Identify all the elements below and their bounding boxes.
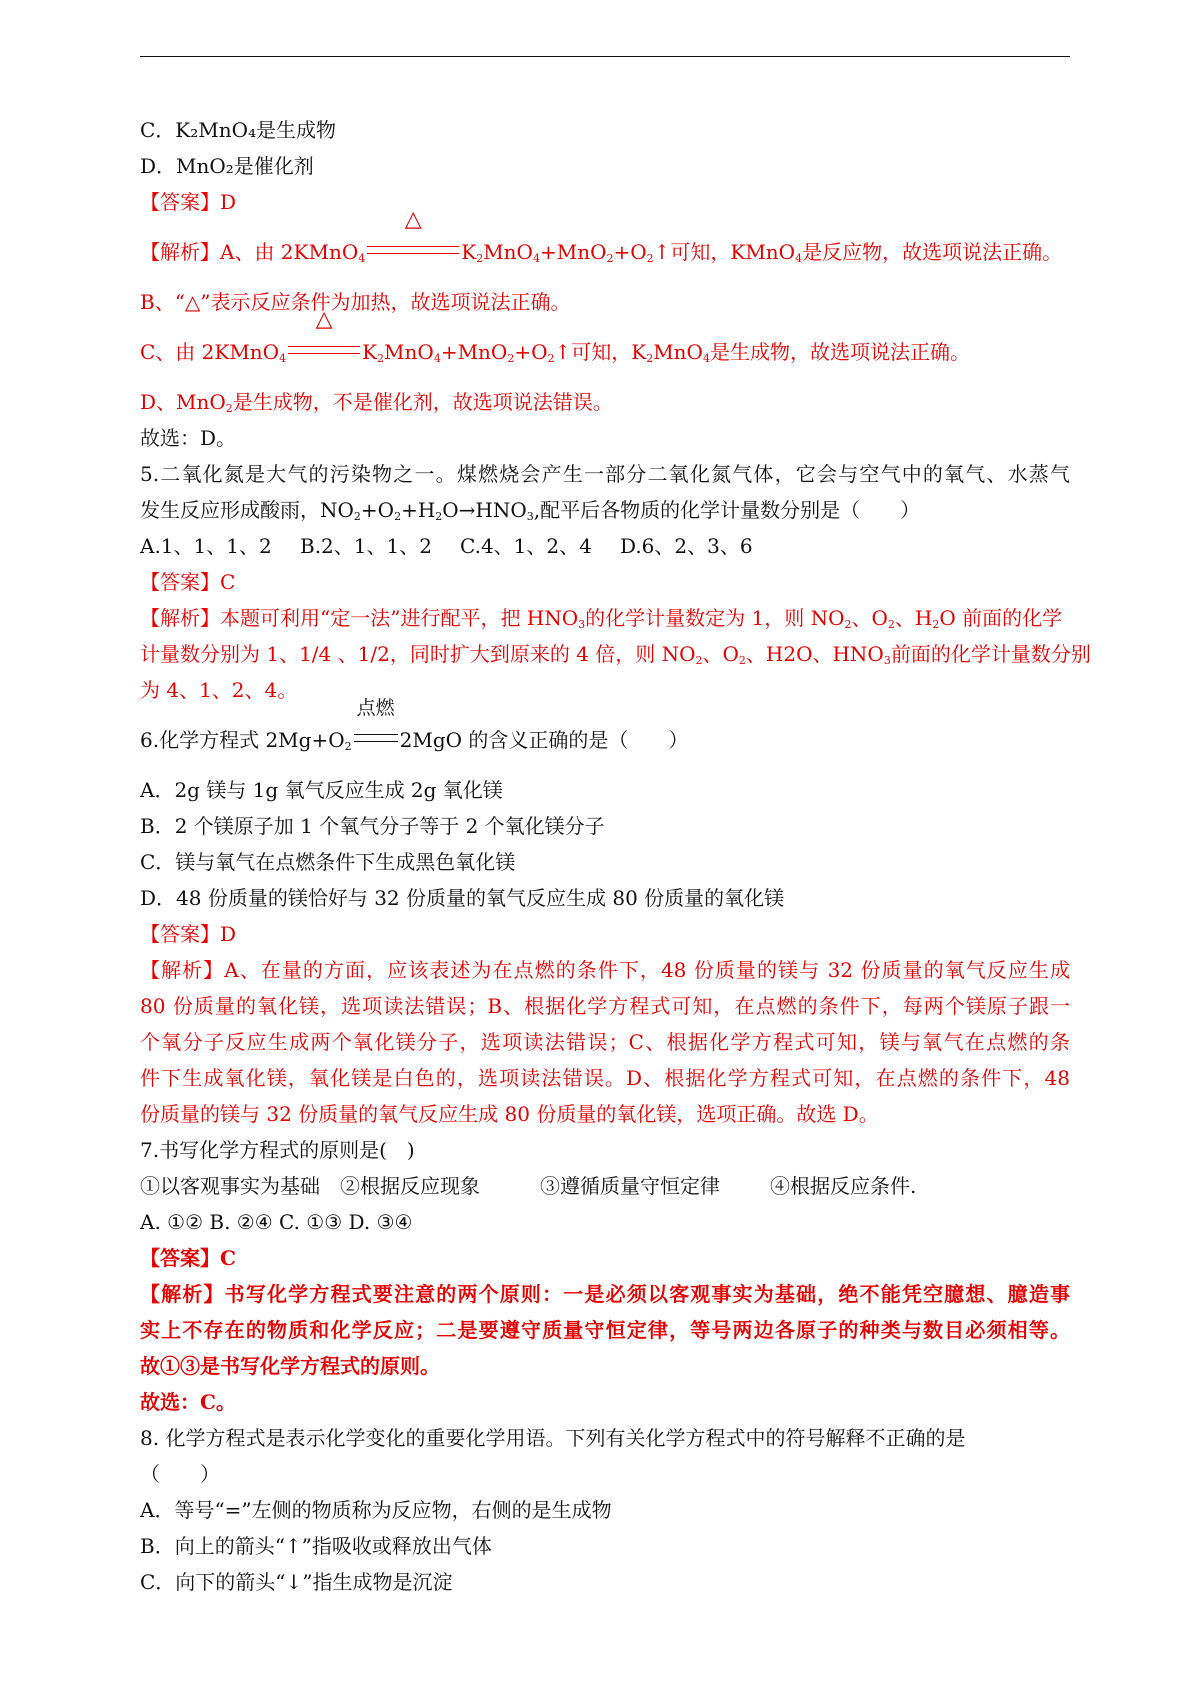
q4-explanation-d: D、MnO$_2$是生成物，不是催化剂，故选项说法错误。 [140,390,613,415]
ignite-condition-equals: 点燃 [354,722,398,758]
q8-option-c: C．向下的箭头“↓”指生成物是沉淀 [140,1570,453,1594]
heat-condition-equals: △ [288,334,360,370]
q5-explanation-1: 【解析】本题可利用“定一法”进行配平，把 $HNO_3$的化学计量数定为 1，则 $NO_2$、$O_2$、$H_2O$ 前面的化学 [140,606,1063,631]
q6-answer: 【答案】D [140,922,237,946]
q8-option-b: B．向上的箭头“↑”指吸收或释放出气体 [140,1534,492,1558]
q6-option-d: D．48 份质量的镁恰好与 32 份质量的氧气反应生成 80 份质量的氧化镁 [140,886,785,910]
q6-explanation-4: 件下生成氧化镁，氧化镁是白色的，选项读法错误。D、根据化学方程式可知，在点燃的条件下，48 [140,1066,1070,1090]
q7-explanation-1: 【解析】书写化学方程式要注意的两个原则：一是必须以客观事实为基础，绝不能凭空臆想、臆造事 [140,1282,1070,1306]
q6-explanation-5: 份质量的镁与 32 份质量的氧气反应生成 80 份质量的氧化镁，选项正确。故选 D。 [140,1102,879,1126]
q7-explanation-2: 实上不存在的物质和化学反应；二是要遵守质量守恒定律，等号两边各原子的种类与数目必须相等。 [140,1318,1070,1342]
q4-explanation-b: B、“△”表示反应条件为加热，故选项说法正确。 [140,290,571,314]
q4-explanation-c: C、由 2KMnO$_4$ △ $K_2MnO_4+MnO_2+O_2↑$可知，$K_2MnO_4$是生成物，故选项说法正确。 [140,334,1070,370]
q7-final: 故选：C。 [140,1390,236,1414]
q7-options: A. ①② B. ②④ C. ①③ D. ③④ [140,1210,413,1234]
q7-items: ①以客观事实为基础 ②根据反应现象 ③遵循质量守恒定律 ④根据反应条件. [140,1174,917,1198]
document-body [140,112,1091,1600]
header-rule [140,56,1070,57]
q5-explanation-2: 计量数分别为 1、1/4 、1/2，同时扩大到原来的 4 倍，则 $NO_2$、$O_2$、H2O、$HNO_3$前面的化学计量数分别 [140,642,1091,667]
q4-option-c: C．K₂MnO₄是生成物 [140,118,337,142]
heat-condition-equals: △ [367,234,459,270]
q5-answer: 【答案】C [140,570,236,594]
q8-option-a: A．等号“=”左侧的物质称为反应物，右侧的是生成物 [140,1498,612,1522]
q4-final: 故选：D。 [140,426,237,450]
q6-explanation-3: 个氧分子反应生成两个氧化镁分子，选项读法错误；C、根据化学方程式可知，镁与氧气在点燃的条 [140,1030,1070,1054]
q5-stem-line-2: 发生反应形成酸雨，$NO_2+O_2+H_2O\to HNO_3$,配平后各物质的化学计量数分别是（ ） [140,498,921,523]
q6-explanation-2: 80 份质量的氧化镁，选项读法错误；B、根据化学方程式可知，在点燃的条件下，每两个镁原子跟一 [140,994,1070,1018]
q7-explanation-3: 故①③是书写化学方程式的原则。 [140,1354,440,1378]
q6-option-b: B．2 个镁原子加 1 个氧气分子等于 2 个氧化镁分子 [140,814,605,838]
q6-option-a: A．2g 镁与 1g 氧气反应生成 2g 氧化镁 [140,778,503,802]
q7-stem: 7.书写化学方程式的原则是( ) [140,1138,415,1162]
q6-stem: 6.化学方程式 $2Mg+O_2$ 点燃 2MgO 的含义正确的是（ ） [140,722,1070,758]
q7-answer: 【答案】C [140,1246,236,1270]
q5-options: A.1、1、1、2 B.2、1、1、2 C.4、1、2、4 D.6、2、3、6 [140,534,753,558]
q4-answer: 【答案】D [140,190,237,214]
q5-stem-line-1: 5.二氧化氮是大气的污染物之一。煤燃烧会产生一部分二氧化氮气体，它会与空气中的氧气、水蒸气 [140,462,1070,486]
q8-stem-line-2: （ ） [140,1462,220,1486]
q4-option-d: D．MnO₂是催化剂 [140,154,314,178]
q8-stem-line-1: 8. 化学方程式是表示化学变化的重要化学用语。下列有关化学方程式中的符号解释不正确的是 [140,1426,966,1450]
q6-explanation-1: 【解析】A、在量的方面，应该表述为在点燃的条件下，48 份质量的镁与 32 份质量的氧气反应生成 [140,958,1070,982]
q6-option-c: C．镁与氧气在点燃条件下生成黑色氧化镁 [140,850,516,874]
q5-explanation-3: 为 4、1、2、4。 [140,678,298,702]
q4-explanation-a: 【解析】A、由 2KMnO$_4$ △ $K_2MnO_4+MnO_2+O_2↑$可知，KMnO$_4$是反应物，故选项说法正确。 [140,234,1070,270]
